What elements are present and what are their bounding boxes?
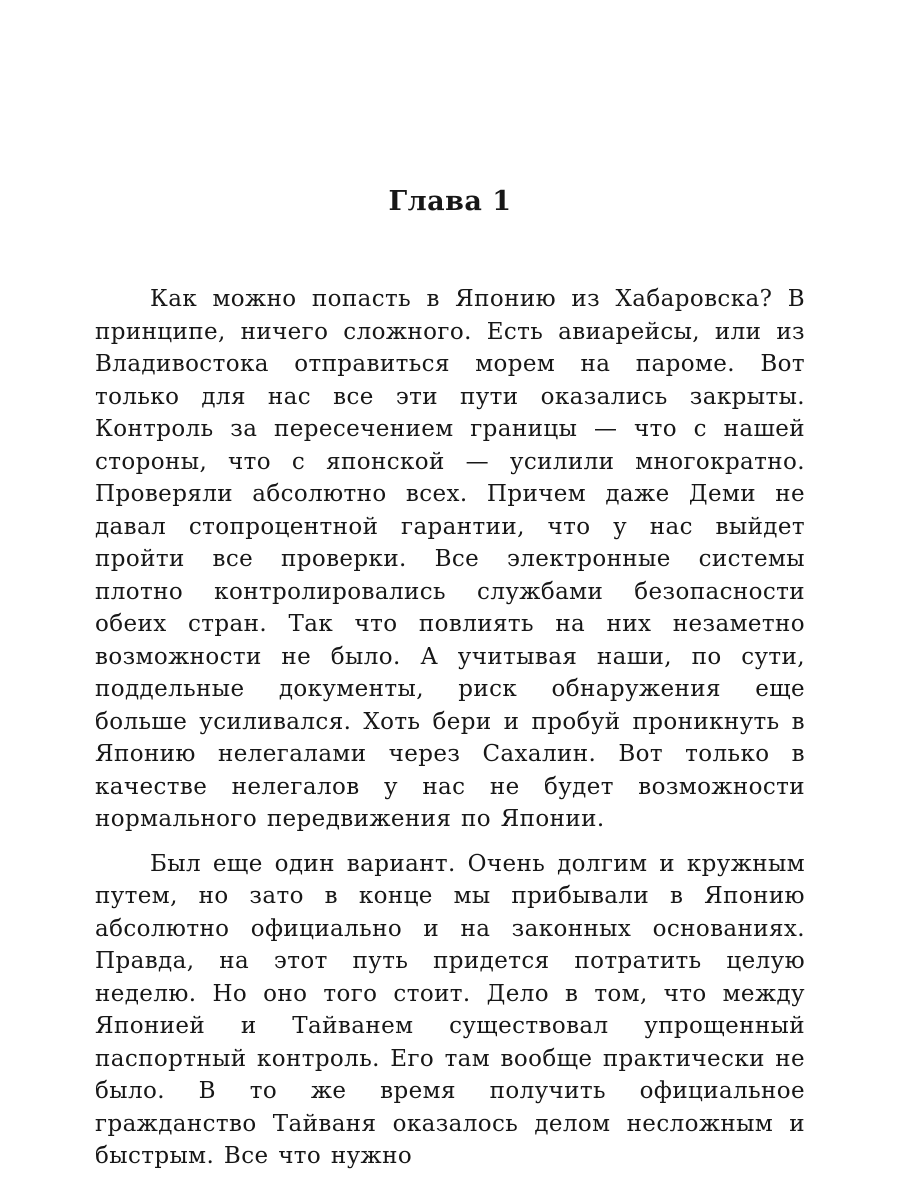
paragraph: Был еще один вариант. Очень долгим и кружным путем, но зато в конце мы прибывали в Японию абсолютно официально и на законных основаниях. Правда, на этот путь придется потратить целую неделю. Но оно того стоит. Дело в том, что между Японией и Тайванем существовал упрощенный паспортный контроль. Его там вообще практически не было. В то же время получить официальное гражданство Тайваня оказалось делом несложным и быстрым. Все что нужно	[95, 850, 805, 1169]
chapter-body	[95, 283, 805, 1173]
paragraph: Как можно попасть в Японию из Хабаровска? В принципе, ничего сложного. Есть авиарейсы, или из Владивостока отправиться морем на пароме. Вот только для нас все эти пути оказались закрыты. Контроль за пересечением границы — что с нашей стороны, что с японской — усилили многократно. Проверяли абсолютно всех. Причем даже Деми не давал стопроцентной гарантии, что у нас выйдет пройти все проверки. Все электронные системы плотно контролировались службами безопасности обеих стран. Так что повлиять на них незаметно возможности не было. А учитывая наши, по сути, поддельные документы, риск обнаружения еще больше усиливался. Хоть бери и пробуй проникнуть в Японию нелегалами через Сахалин. Вот только в качестве нелегалов у нас не будет возможности нормального передвижения по Японии.	[95, 286, 805, 832]
chapter-title: Глава 1	[388, 186, 512, 217]
